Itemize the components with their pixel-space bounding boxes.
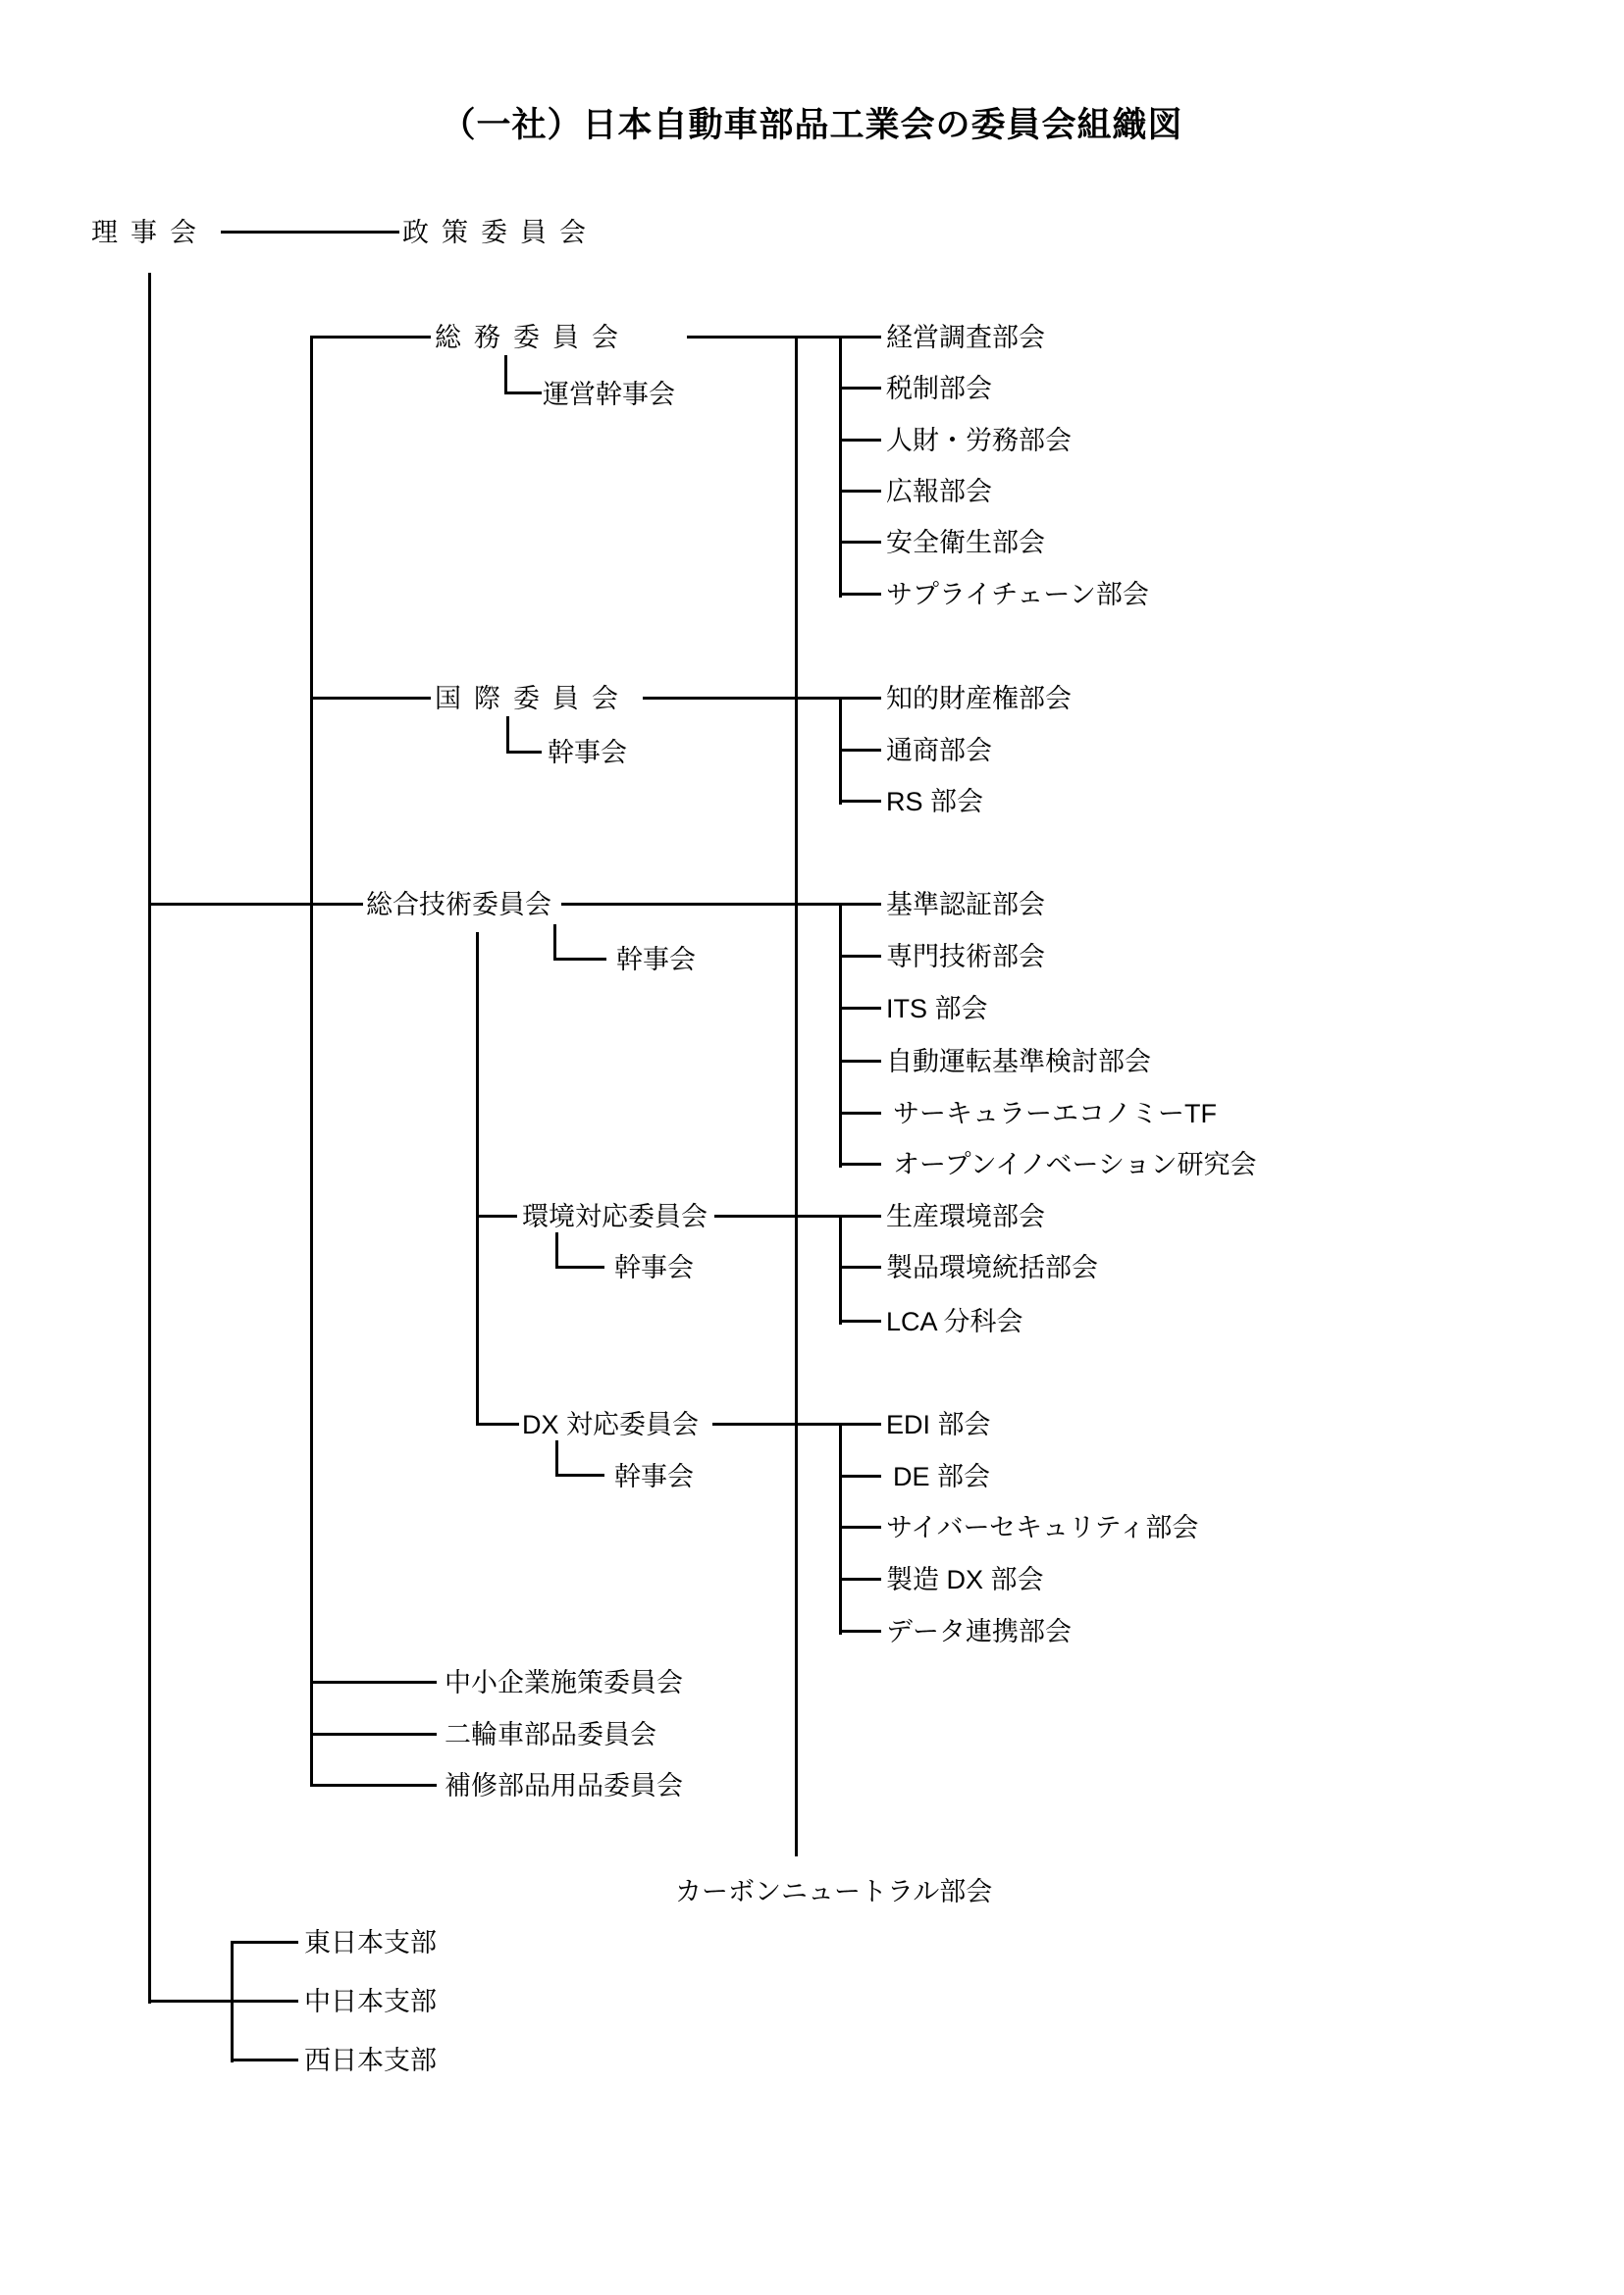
- node-secretariat-2: 幹事会: [616, 945, 696, 974]
- node-subgroup-0-1: 税制部会: [886, 374, 992, 403]
- connector-line: [714, 1215, 881, 1218]
- node-subgroup-0-5: サプライチェーン部会: [886, 580, 1149, 609]
- tick-line: [840, 1630, 881, 1633]
- connector-line: [311, 1784, 437, 1787]
- node-committee-7: 補修部品用品委員会: [445, 1771, 683, 1800]
- node-secretariat-0: 運営幹事会: [543, 380, 675, 409]
- node-subgroup-1-2: RS 部会: [886, 787, 984, 816]
- connector-line: [687, 336, 881, 339]
- board-spine-line: [148, 273, 151, 2004]
- connector-line: [311, 1733, 437, 1736]
- tick-line: [840, 1578, 881, 1581]
- node-board: 理事会: [91, 218, 209, 247]
- node-committee-1: 国際委員会: [435, 684, 631, 713]
- connector-line: [149, 903, 363, 906]
- tick-line: [840, 490, 881, 493]
- connector-line: [311, 336, 431, 339]
- secretariat-elbow-line: [555, 1266, 604, 1269]
- secretariat-elbow-line: [555, 1232, 558, 1269]
- node-secretariat-4: 幹事会: [614, 1462, 694, 1491]
- node-branch-0: 東日本支部: [304, 1928, 437, 1957]
- node-subgroup-0-2: 人財・労務部会: [886, 426, 1072, 455]
- node-subgroup-2-5: オープンイノベーション研究会: [893, 1150, 1257, 1179]
- tick-line: [233, 2059, 298, 2061]
- connector-line: [712, 1423, 881, 1426]
- tick-line: [840, 800, 881, 803]
- subgroup-branch-line: [839, 1215, 842, 1325]
- connector-line: [478, 1215, 517, 1218]
- tick-line: [840, 749, 881, 752]
- tick-line: [840, 593, 881, 596]
- node-subgroup-4-1: DE 部会: [893, 1462, 991, 1491]
- node-branch-2: 西日本支部: [304, 2046, 437, 2075]
- tick-line: [840, 1163, 881, 1166]
- node-policy-committee: 政策委員会: [402, 218, 599, 247]
- subgroup-branch-line: [839, 336, 842, 598]
- secretariat-elbow-line: [506, 716, 509, 754]
- tick-line: [233, 1941, 298, 1944]
- secretariat-elbow-line: [504, 355, 507, 394]
- node-subgroup-4-0: EDI 部会: [886, 1410, 991, 1439]
- node-subgroup-2-1: 専門技術部会: [886, 942, 1045, 971]
- secretariat-elbow-line: [553, 958, 606, 961]
- node-secretariat-3: 幹事会: [614, 1253, 694, 1282]
- connector-line: [561, 903, 881, 906]
- tick-line: [840, 955, 881, 958]
- node-subgroup-4-3: 製造 DX 部会: [886, 1565, 1044, 1594]
- node-secretariat-1: 幹事会: [548, 738, 627, 767]
- board-policy-connector: [221, 231, 399, 234]
- secretariat-elbow-line: [555, 1474, 604, 1477]
- node-subgroup-2-2: ITS 部会: [886, 994, 988, 1023]
- node-committee-5: 中小企業施策委員会: [445, 1668, 683, 1697]
- tick-line: [840, 1526, 881, 1529]
- node-committee-3: 環境対応委員会: [522, 1202, 707, 1231]
- tick-line: [840, 541, 881, 544]
- node-committee-2: 総合技術委員会: [366, 890, 551, 919]
- node-subgroup-3-2: LCA 分科会: [886, 1307, 1023, 1336]
- tick-line: [840, 1320, 881, 1323]
- node-subgroup-0-0: 経営調査部会: [886, 323, 1045, 352]
- node-branch-1: 中日本支部: [304, 1987, 437, 2016]
- node-subgroup-0-4: 安全衛生部会: [886, 528, 1045, 557]
- connector-line: [311, 1681, 437, 1684]
- tick-line: [840, 1266, 881, 1269]
- tick-line: [840, 1060, 881, 1063]
- node-subgroup-3-0: 生産環境部会: [886, 1202, 1045, 1231]
- node-committee-4: DX 対応委員会: [522, 1410, 700, 1439]
- node-subgroup-0-3: 広報部会: [886, 477, 992, 506]
- node-subgroup-2-0: 基準認証部会: [886, 890, 1045, 919]
- secretariat-elbow-line: [553, 924, 556, 961]
- tick-line: [840, 1475, 881, 1478]
- committee-spine-line: [310, 336, 313, 1787]
- subgroup-branch-line: [839, 1423, 842, 1635]
- node-subgroup-2-3: 自動運転基準検討部会: [886, 1047, 1151, 1076]
- tech-sub-spine-line: [476, 932, 479, 1426]
- connector-line: [311, 697, 431, 700]
- secretariat-elbow-line: [506, 751, 542, 754]
- node-subgroup-2-4: サーキュラーエコノミーTF: [893, 1099, 1217, 1128]
- right-spine-line: [795, 336, 798, 1856]
- connector-line: [149, 2000, 298, 2003]
- connector-line: [476, 1423, 519, 1426]
- tick-line: [840, 439, 881, 442]
- connector-line: [643, 697, 881, 700]
- tick-line: [840, 387, 881, 390]
- node-subgroup-3-1: 製品環境統括部会: [886, 1253, 1098, 1282]
- page-title: （一社）日本自動車部品工業会の委員会組織図: [441, 106, 1183, 144]
- secretariat-elbow-line: [504, 391, 542, 394]
- secretariat-elbow-line: [555, 1440, 558, 1477]
- node-subgroup-1-0: 知的財産権部会: [886, 684, 1072, 713]
- tick-line: [840, 1007, 881, 1010]
- node-committee-6: 二輪車部品委員会: [445, 1720, 656, 1749]
- node-carbon-neutral: カーボンニュートラル部会: [675, 1877, 993, 1906]
- tick-line: [840, 1112, 881, 1115]
- node-subgroup-1-1: 通商部会: [886, 736, 992, 765]
- node-subgroup-4-2: サイバーセキュリティ部会: [886, 1513, 1199, 1542]
- node-committee-0: 総務委員会: [435, 323, 631, 352]
- subgroup-branch-line: [839, 903, 842, 1168]
- node-subgroup-4-4: データ連携部会: [886, 1617, 1072, 1646]
